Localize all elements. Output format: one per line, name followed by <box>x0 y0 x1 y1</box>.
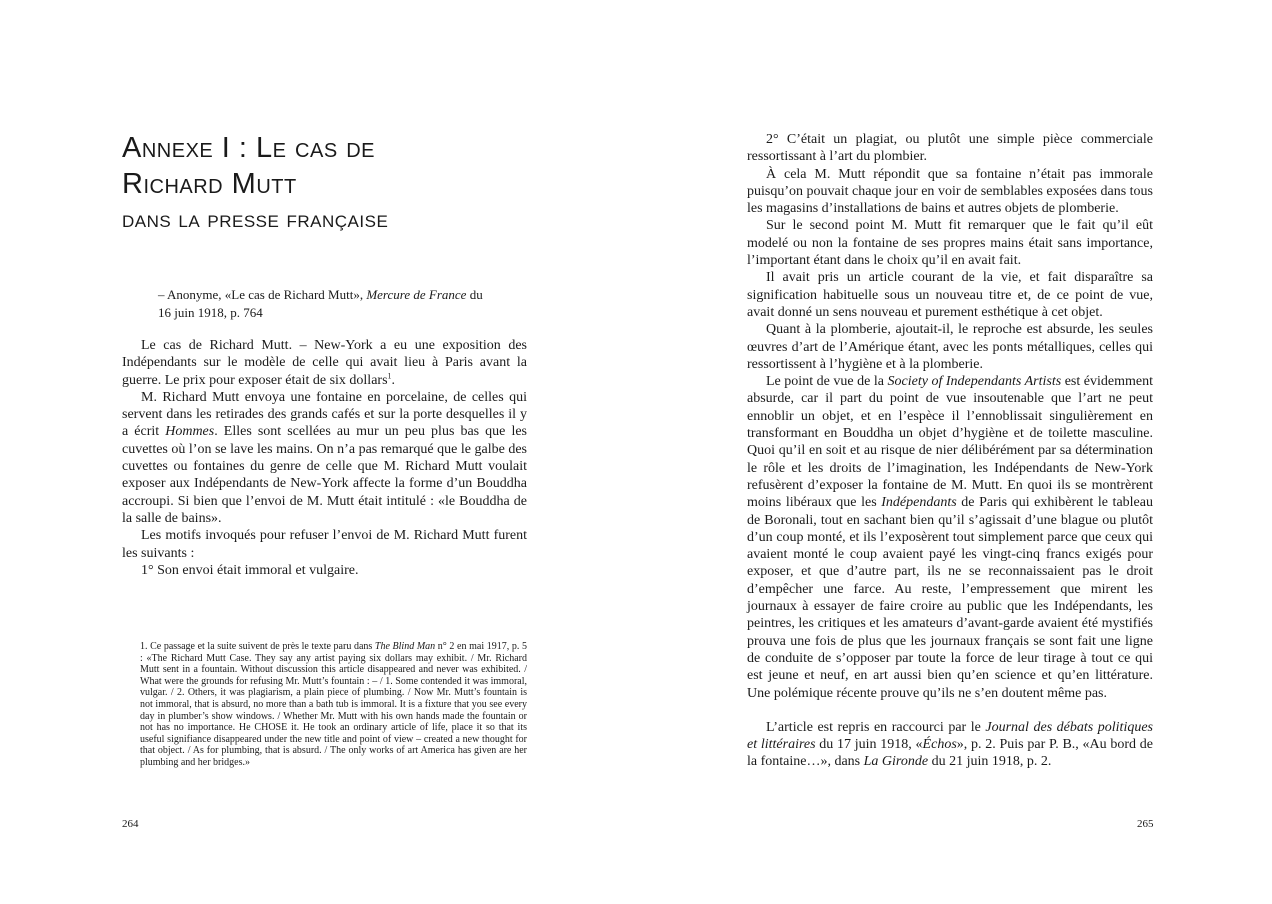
paragraph <box>122 337 527 389</box>
paragraph <box>747 166 1153 218</box>
epigraph <box>158 286 498 321</box>
italic-journal: La Gironde <box>863 754 929 770</box>
paragraph <box>122 527 527 562</box>
paragraph-text: », p. 2. Puis par P. B., «Au bord de la fontaine…», dans <box>747 737 1153 770</box>
paragraph-text: Les motifs invoqués pour refuser l’envoi de M. Richard Mutt furent les suivants : <box>122 528 527 561</box>
paragraph-text: À cela M. Mutt répondit que sa fontaine n’était pas immorale puisqu’on pouvait chaque jour en voir de semblables exposées dans tous les magasins d’installations de bains et autres objets de plomberie. <box>747 166 1153 217</box>
right-body-text <box>747 131 1153 771</box>
chapter-title <box>122 130 542 238</box>
epigraph-journal: Mercure de France <box>366 287 467 302</box>
paragraph-text: du 21 juin 1918, p. 2. <box>928 754 1052 770</box>
paragraph-text: Le point de vue de la <box>766 374 888 390</box>
italic-word: Hommes <box>165 424 215 440</box>
italic-journal: Journal des débats politiques et littéraires <box>747 719 1153 753</box>
paragraph-text: 2° C’était un plagiat, ou plutôt une simple pièce commerciale ressortissant à l’art du plombier. <box>747 132 1153 165</box>
paragraph <box>747 321 1153 373</box>
left-body-text <box>122 337 527 579</box>
italic-section: Échos <box>922 737 957 753</box>
right-page <box>636 0 1272 904</box>
paragraph <box>747 131 1153 166</box>
page-number: 265 <box>1137 818 1154 830</box>
paragraph <box>747 269 1153 321</box>
paragraph <box>122 562 527 579</box>
page-number: 264 <box>122 818 139 830</box>
epigraph-prefix: – Anonyme, «Le cas de Richard Mutt», <box>158 287 367 302</box>
footnote-source: The Blind Man <box>374 641 436 652</box>
paragraph-text: Il avait pris un article courant de la vie, et fait disparaître sa signification habituelle sous un nouveau titre et, de ce point de vue, avait donné un sens nouveau et purement esthétique à cet objet. <box>747 270 1153 320</box>
paragraph-text: Le cas de Richard Mutt. – New-York a eu une exposition des Indépendants sur le modèle de celle qui avait lieu à Paris avant la guerre. Le prix pour exposer était de six dollars <box>122 338 527 388</box>
paragraph-text: Sur le second point M. Mutt fit remarquer que le fait qu’il eût modelé ou non la fontaine de ses propres mains était sans importance, l’important étant dans le choix qu’il en avait fait. <box>747 218 1153 269</box>
italic-name: Indépendants <box>881 495 957 511</box>
epigraph-suffix: du 16 juin 1918, p. 764 <box>158 287 483 320</box>
footnote-area <box>140 641 527 769</box>
title-line-2: Richard Mutt <box>122 168 297 200</box>
title-line-1: Annexe I : Le cas de <box>122 132 376 164</box>
footnote-text: 1. Ce passage et la suite suivent de près le texte paru dans <box>140 641 375 652</box>
footnote-reference: 1 <box>387 370 392 380</box>
closing-paragraph <box>747 719 1153 771</box>
paragraph-text: L’article est repris en raccourci par le <box>766 719 986 735</box>
paragraph-end: . <box>391 372 396 388</box>
paragraph <box>122 389 527 527</box>
paragraph-text: de Paris qui exhibèrent le tableau de Boronali, tout en sachant bien qu’il s’agissait d’une blague ou plutôt d’un coup monté, et ils l’exposèrent tout simplement parce que ceux qui avaient monté le coup avaient payé les vingt-cinq francs exigés pour exposer, et que d’autre part, ils ne se reconnaissaient pas le droit d’empêcher une farce. Au reste, l’empressement que mirent les journaux à essayer de faire croire au public que les Indépendants, les peintres, les critiques et les amateurs d’avant-garde avaient été mystifiés prouva une fois de plus que les journaux français se sont fait une ligne de conduite de s’opposer par toute la force de leur tirage à tout ce qui est jeune et neuf, en art aussi bien qu’en science et qu’en littérature. Une polémique récente prouve qu’ils ne s’en doutent même pas. <box>747 495 1153 701</box>
footnote-text: n° 2 en mai 1917, p. 5 : «The Richard Mutt Case. They say any artist paying six dollars may exhibit. / Mr. Richard Mutt sent in a fountain. Without discussion this article disappeared and never was exhibited. / What were the grounds for refusing Mr. Mutt’s fountain : – / 1. Some contended it was immoral, vulgar. / 2. Others, it was plagiarism, a plain piece of plumbing. / Now Mr. Mutt’s fountain is not immoral, that is absurd, no more than a bath tub is immoral. It is a fixture that you see every day in plumber’s show windows. / Whether Mr. Mutt with his own hands made the fountain or not has no importance. He CHOSE it. He took an ordinary article of life, place it so that its useful signifiance disappeared under the new title and point of view – created a new thought for that object. / As for plumbing, that is absurd. / The only works of art America has given are her plumbing and her bridges.» <box>140 641 527 768</box>
paragraph-text: Quant à la plomberie, ajoutait-il, le reproche est absurde, les seules œuvres d’art de l’Amérique étant, avec les ponts métalliques, celles qui ressortissent à l’hygiène et à la plomberie. <box>747 322 1153 372</box>
footnote <box>140 641 527 769</box>
paragraph-text: du 17 juin 1918, « <box>815 737 923 753</box>
paragraph-text: . Elles sont scellées au mur un peu plus bas que les cuvettes où l’on se lave les mains. On n’a pas remarqué que le galbe des cuvettes ou fontaines du genre de celle que M. Richard Mutt voulait exposer aux Indépendants de New-York affecte la forme d’un Bouddha accroupi. Si bien que l’envoi de M. Mutt était intitulé : «le Bouddha de la salle de bains». <box>122 424 528 526</box>
paragraph <box>747 217 1153 269</box>
title-line-3: dans la presse française <box>122 206 389 233</box>
paragraph-text: est évidemment absurde, car il part du point de vue insoutenable que l’art ne peut ennoblir un objet, et en l’espèce il l’ennoblissait singulièrement en transformant en Bouddha un objet d’hygiène et de toilette masculine. Quoi qu’il en soit et au risque de nier délibérément par sa détermination le rôle et les droits de l’imagination, les Indépendants de New-York refusèrent d’exposer la fontaine de M. Mutt. En quoi ils se montrèrent moins libéraux que les <box>747 374 1153 511</box>
paragraph-gap <box>747 702 1153 719</box>
italic-name: Society of Independants Artists <box>887 374 1062 390</box>
paragraph-text: M. Richard Mutt envoya une fontaine en porcelaine, de celles qui servent dans les retirades des grands cafés et sur la porte desquelles il y a écrit <box>122 389 527 440</box>
paragraph <box>747 373 1153 702</box>
paragraph-text: 1° Son envoi était immoral et vulgaire. <box>141 562 359 578</box>
